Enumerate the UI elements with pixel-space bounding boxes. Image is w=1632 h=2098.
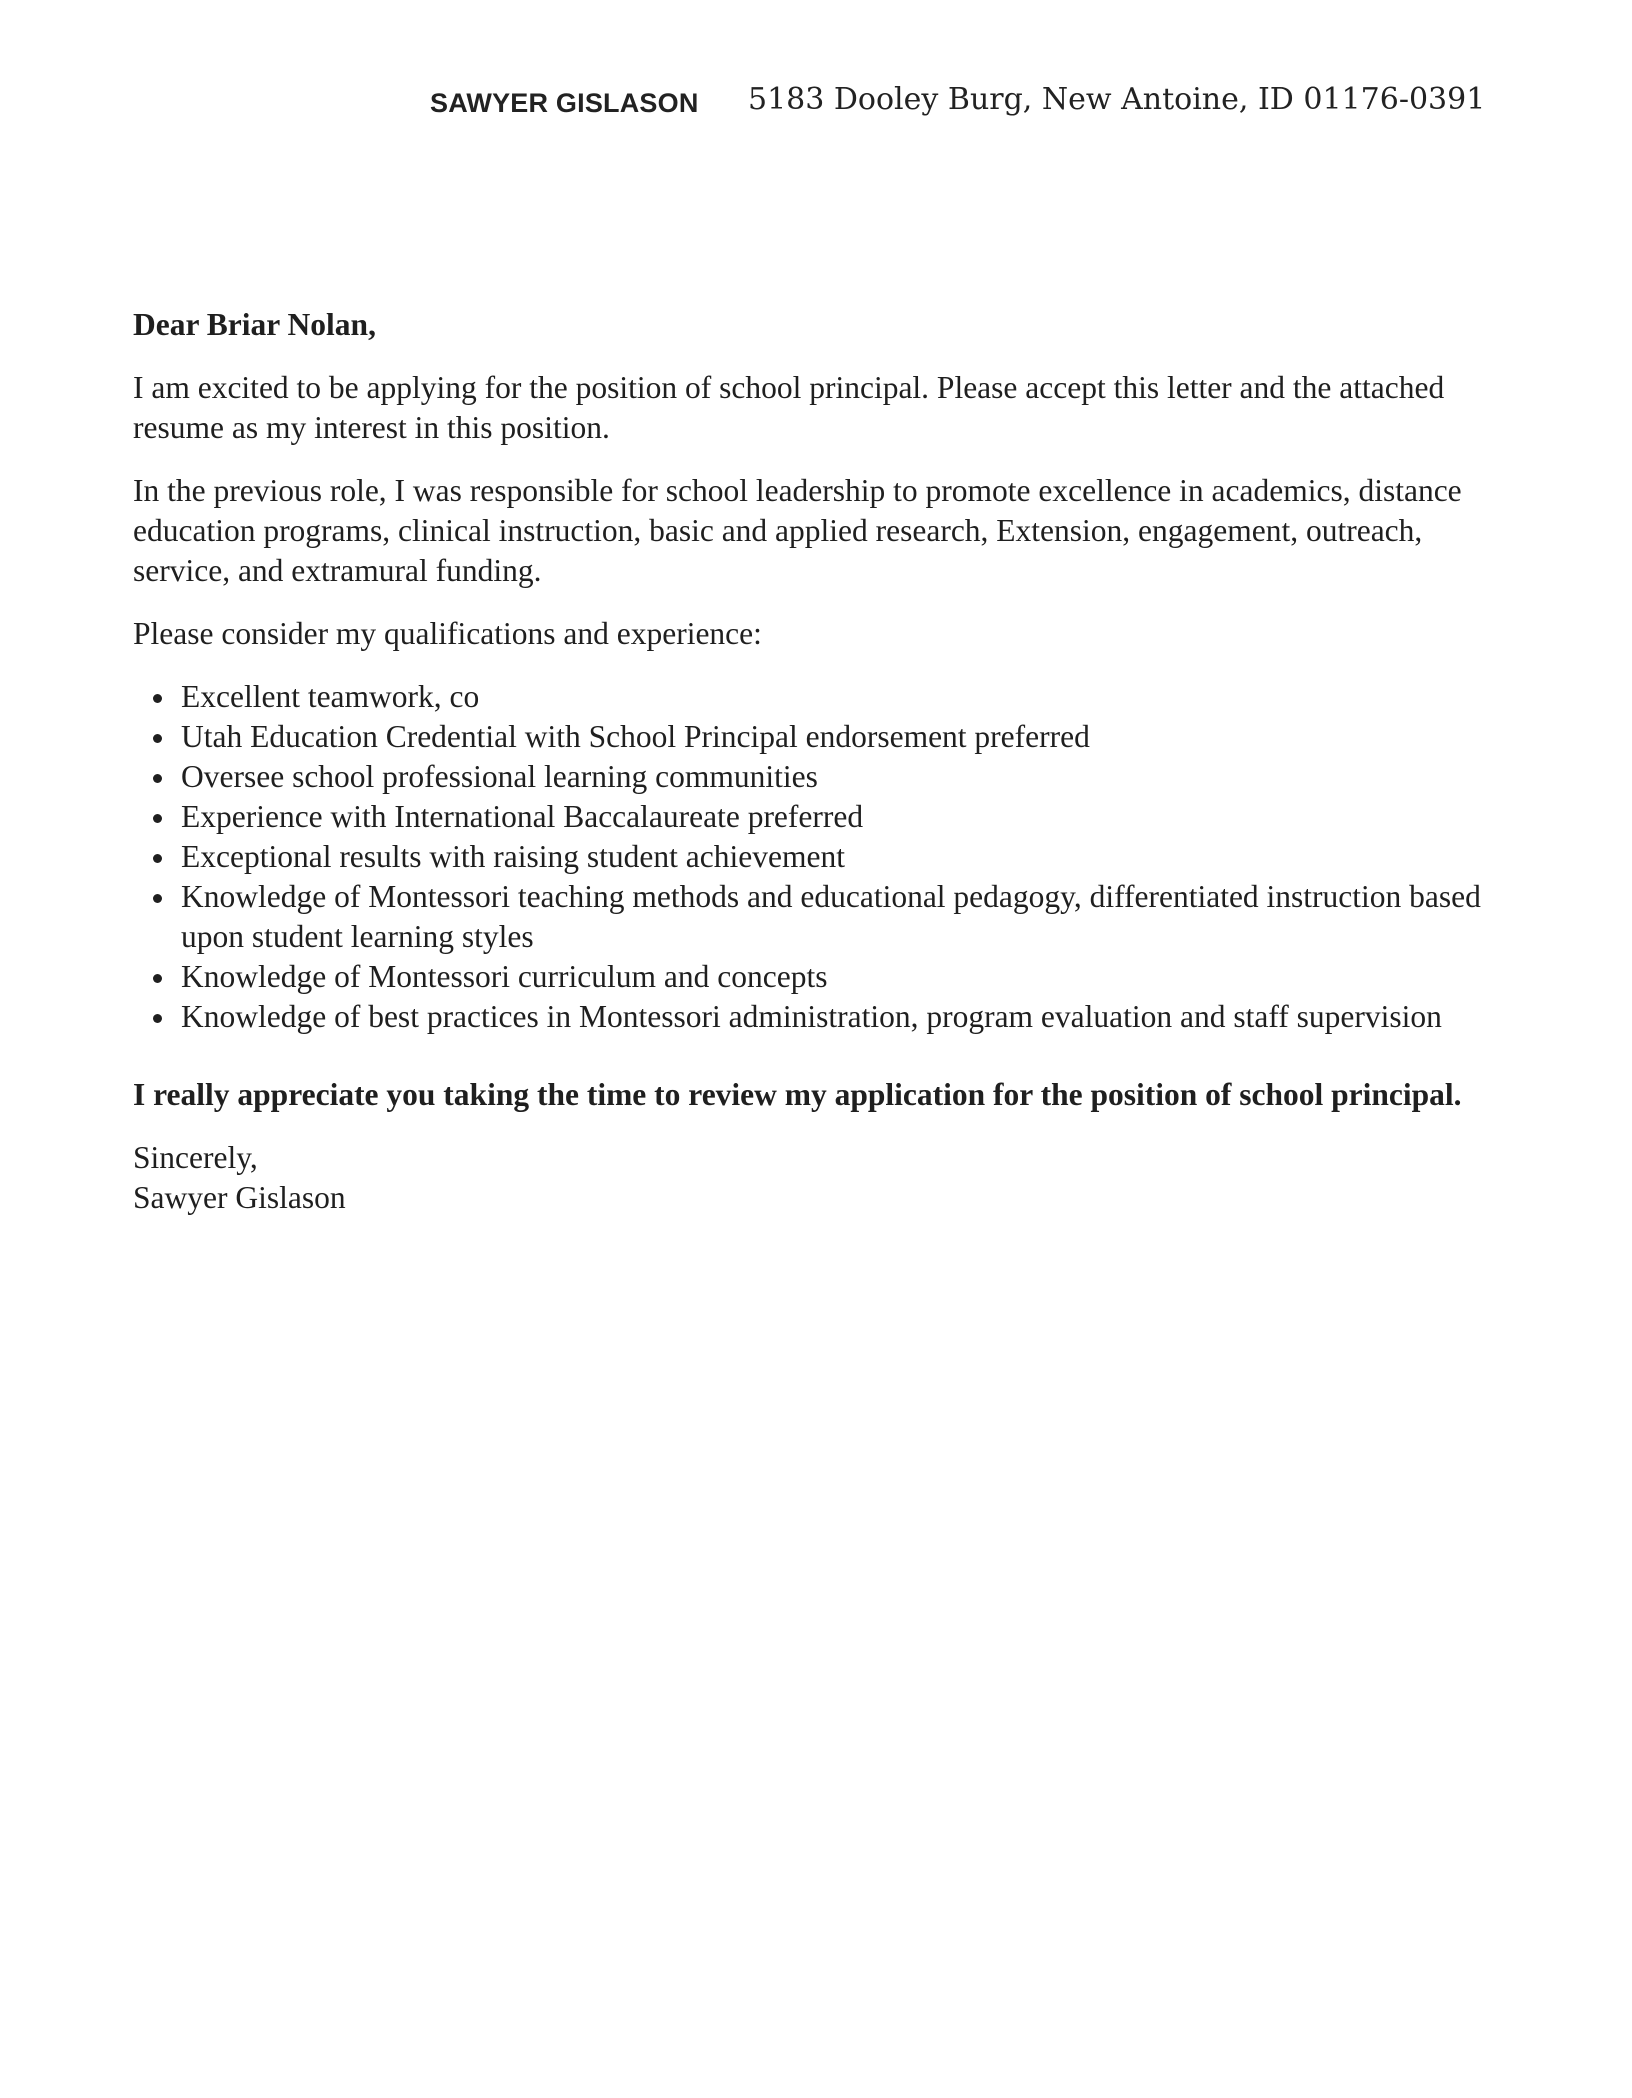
- signoff: [133, 1138, 1513, 1218]
- qualifications-list: [133, 677, 1513, 1037]
- sender-name: SAWYER GISLASON: [430, 88, 699, 118]
- bullet-icon: [153, 894, 162, 903]
- closing-statement: I really appreciate you taking the time to review my application for the position of school principal.: [133, 1077, 1462, 1112]
- list-item-text: Utah Education Credential with School Principal endorsement preferred: [181, 719, 1090, 754]
- letter-header: [0, 82, 1632, 132]
- signoff-text: Sincerely,: [133, 1140, 258, 1175]
- experience-paragraph: In the previous role, I was responsible for school leadership to promote excellence in academics, distance education programs, clinical instruction, basic and applied research, Extension, engagement, outreach, service, and extramural funding.: [133, 473, 1462, 588]
- bullet-icon: [153, 854, 162, 863]
- intro-paragraph: I am excited to be applying for the position of school principal. Please accept this letter and the attached resume as my interest in this position.: [133, 370, 1445, 445]
- signature-name: Sawyer Gislason: [133, 1180, 346, 1215]
- list-item: [181, 877, 1513, 957]
- list-item: [181, 957, 1513, 997]
- list-item-text: Knowledge of Montessori curriculum and concepts: [181, 959, 828, 994]
- list-item-text: Knowledge of best practices in Montessori administration, program evaluation and staff supervision: [181, 999, 1442, 1034]
- bullet-icon: [153, 734, 162, 743]
- bullet-icon: [153, 1014, 162, 1023]
- list-item: [181, 757, 1513, 797]
- list-item-text: Exceptional results with raising student achievement: [181, 839, 845, 874]
- bullet-icon: [153, 974, 162, 983]
- letter-body: [133, 305, 1513, 1218]
- salutation: Dear Briar Nolan,: [133, 307, 376, 342]
- list-item: [181, 717, 1513, 757]
- bullet-icon: [153, 814, 162, 823]
- list-item-text: Knowledge of Montessori teaching methods and educational pedagogy, differentiated instruction based upon student learning styles: [181, 879, 1481, 954]
- list-item-text: Excellent teamwork, co: [181, 679, 480, 714]
- bullet-icon: [153, 774, 162, 783]
- bullet-icon: [153, 694, 162, 703]
- list-item: [181, 997, 1513, 1037]
- list-item: [181, 797, 1513, 837]
- list-item: [181, 677, 1513, 717]
- list-item-text: Oversee school professional learning communities: [181, 759, 818, 794]
- list-item-text: Experience with International Baccalaureate preferred: [181, 799, 864, 834]
- qualifications-intro: Please consider my qualifications and experience:: [133, 616, 762, 651]
- sender-address: 5183 Dooley Burg, New Antoine, ID 01176-0391: [748, 82, 1486, 117]
- list-item: [181, 837, 1513, 877]
